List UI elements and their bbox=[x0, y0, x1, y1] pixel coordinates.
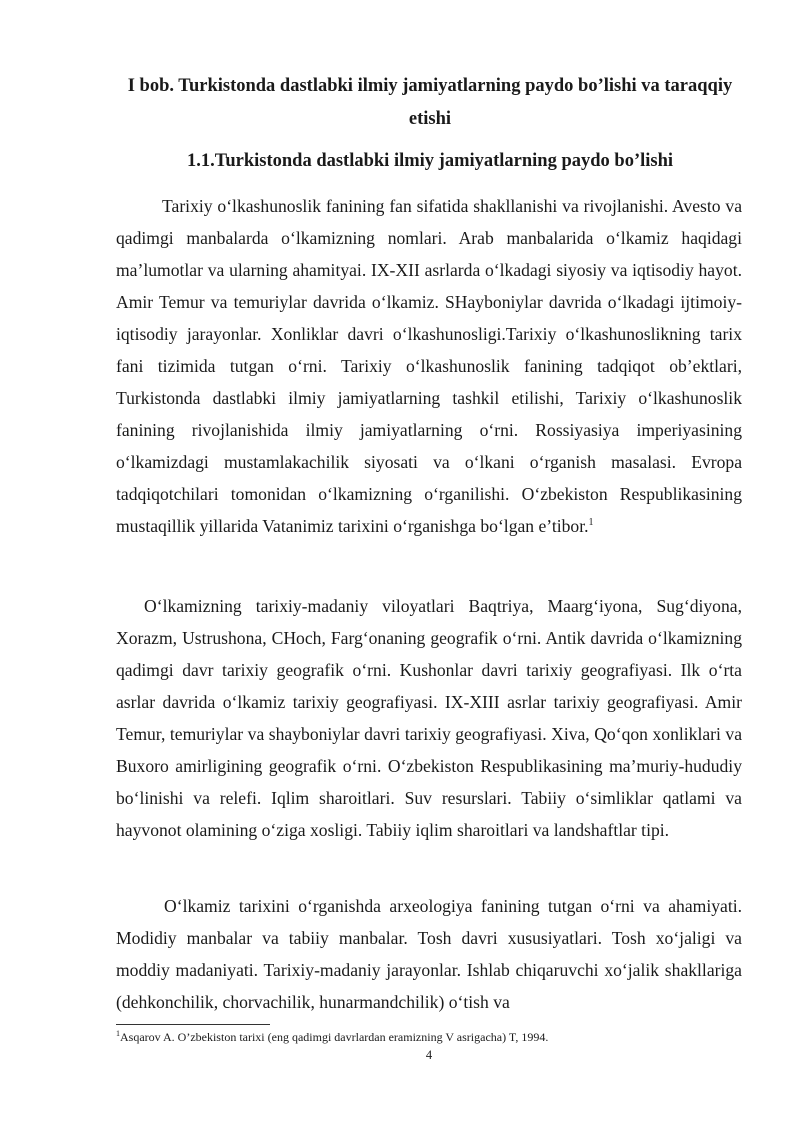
footnote-number: 1 bbox=[116, 1029, 120, 1038]
footnote-divider bbox=[116, 1024, 270, 1025]
footnote-text: Asqarov A. O’zbekiston tarixi (eng qadimgi davrlardan eramizning V asrigacha) T, 1994. bbox=[120, 1030, 549, 1044]
footnote-reference[interactable]: 1 bbox=[588, 517, 594, 529]
paragraph-3: O‘lkamiz tarixini o‘rganishda arxeologiya fanining tutgan o‘rni va ahamiyati. Modidiy manbalar va tabiiy manbalar. Tosh davri xususiyatlari. Tosh xo‘jaligi va moddiy madaniyati. Tarixiy-madaniy jarayonlar. Ishlab chiqaruvchi xo‘jalik shakllariga (dehkonchilik, chorvachilik, hunarmandchilik) o‘tish va bbox=[116, 896, 742, 1012]
paragraph-1 bbox=[116, 190, 742, 542]
section-title: 1.1.Turkistonda dastlabki ilmiy jamiyatlarning paydo bo’lishi bbox=[186, 151, 674, 171]
footnote bbox=[116, 1029, 742, 1045]
chapter-title: I bob. Turkistonda dastlabki ilmiy jamiyatlarning paydo bo’lishi va taraqqiy etishi bbox=[127, 76, 733, 129]
paragraph-1-text: Tarixiy o‘lkashunoslik fanining fan sifatida shakllanishi va rivojlanishi. Avesto va qadimgi manbalarda o‘lkamizning nomlari. Arab manbalarida o‘lkamiz haqidagi ma’lumotlar va ularning ahamityai. IX-XII asrlarda o‘lkadagi siyosiy va iqtisodiy hayot. Amir Temur va temuriylar davrida o‘lkamiz. SHayboniylar davrida o‘lkadagi ijtimoiy-iqtisodiy jarayonlar. Xonliklar davri o‘lkashunosligi.Tarixiy o‘lkashunoslikning tarix fani tizimida tutgan o‘rni. Tarixiy o‘lkashunoslik fanining tadqiqot ob’ektlari, Turkistonda dastlabki ilmiy jamiyatlarning tashkil etilishi, Tarixiy o‘lkashunoslik fanining rivojlanishida ilmiy jamiyatlarning o‘rni. Rossiyasiya imperiyasining o‘lkamizdagi mustamlakachilik siyosati va o‘lkani o‘rganish masalasi. Evropa tadqiqotchilari tomonidan o‘lkamizning o‘rganilishi. O‘zbekiston Respublikasining mustaqillik yillarida Vatanimiz tarixini o‘rganishga bo‘lgan e’tibor. bbox=[116, 196, 742, 536]
paragraph-2: O‘lkamizning tarixiy-madaniy viloyatlari Baqtriya, Maarg‘iyona, Sug‘diyona, Xorazm, Ustrushona, CHoch, Farg‘onaning geografik o‘rni. Antik davrida o‘lkamizning qadimgi davr tarixiy geografik o‘rni. Kushonlar davri tarixiy geografiyasi. Ilk o‘rta asrlar davrida o‘lkamiz tarixiy geografiyasi. IX-XIII asrlar tarixiy geografiyasi. Amir Temur, temuriylar va shayboniylar davri tarixiy geografiyasi. Xiva, Qo‘qon xonliklari va Buxoro amirligining geografik o‘rni. O‘zbekiston Respublikasining ma’muriy-hududiy bo‘linishi va relefi. Iqlim sharoitlari. Suv resurslari. Tabiiy o‘simliklar qatlami va hayvonot olamining o‘ziga xosligi. Tabiiy iqlim sharoitlari va landshaftlar tipi. bbox=[116, 596, 742, 840]
page-number: 4 bbox=[425, 1048, 433, 1062]
